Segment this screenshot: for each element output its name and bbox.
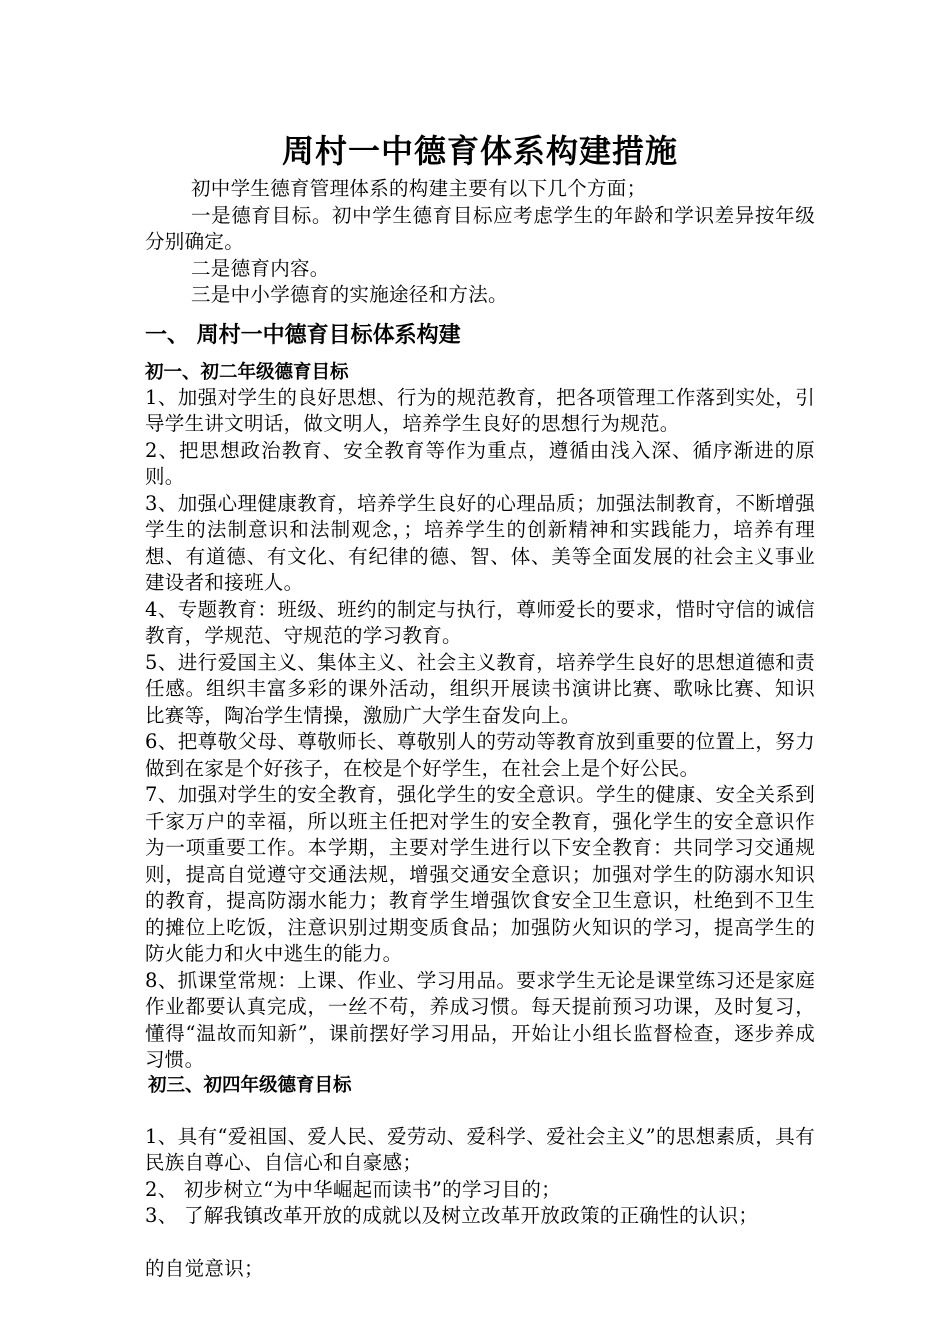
trailing-fragment: 的自觉意识； <box>145 1256 264 1280</box>
goal-item: 4、专题教育：班级、班约的制定与执行，尊师爱长的要求，惜时守信的诚信教育，学规范、守规范的学习教育。 <box>145 597 815 647</box>
goal-item: 3、加强心理健康教育，培养学生良好的心理品质；加强法制教育，不断增强学生的法制意识和法制观念，；培养学生的创新精神和实践能力，培养有理想、有道德、有文化、有纪律的德、智、体、美等全面发展的社会主义事业建设者和接班人。 <box>145 491 815 594</box>
grade12-heading: 初一、初二年级德育目标 <box>145 361 349 383</box>
grade34-heading: 初三、初四年级德育目标 <box>148 1074 352 1096</box>
goal-item: 1、加强对学生的良好思想、行为的规范教育，把各项管理工作落到实处，引导学生讲文明话，做文明人，培养学生良好的思想行为规范。 <box>145 385 815 435</box>
goal-item: 2、 初步树立“为中华崛起而读书”的学习目的； <box>145 1177 561 1201</box>
goal-item: 2、把思想政治教育、安全教育等作为重点，遵循由浅入深、循序渐进的原则。 <box>145 438 815 488</box>
goal-item: 7、加强对学生的安全教育，强化学生的安全意识。学生的健康、安全关系到千家万户的幸福，所以班主任把对学生的安全教育，强化学生的安全意识作为一项重要工作。本学期，主要对学生进行以下安全教育：共同学习交通规则，提高自觉遵守交通法规，增强交通安全意识；加强对学生的防溺水知识的教育，提高防溺水能力；教育学生增强饮食安全卫生意识，杜绝到不卫生的摊位上吃饭，注意识别过期变质食品；加强防火知识的学习，提高学生的防火能力和火中逃生的能力。 <box>145 783 815 965</box>
intro-paragraph: 三是中小学德育的实施途径和方法。 <box>191 283 508 306</box>
intro-paragraph: 二是德育内容。 <box>191 256 330 280</box>
document-body <box>145 128 815 1282</box>
blank-line <box>145 1098 815 1124</box>
document-title: 周村一中德育体系构建措施 <box>281 132 678 170</box>
intro-paragraph: 初中学生德育管理体系的构建主要有以下几个方面； <box>191 177 647 200</box>
section-heading: 一、 周村一中德育目标体系构建 <box>145 322 461 348</box>
goal-item: 8、抓课堂常规：上课、作业、学习用品。要求学生无论是课堂练习还是家庭作业都要认真完成，一丝不苟，养成习惯。每天提前预习功课，及时复习，懂得“温故而知新”，课前摆好学习用品，开始让小组长监督检查，逐步养成习惯。 <box>145 968 815 1071</box>
goal-item: 5、进行爱国主义、集体主义、社会主义教育，培养学生良好的思想道德和责任感。组织丰富多彩的课外活动，组织开展读书演讲比赛、歌咏比赛、知识比赛等，陶冶学生情操，激励广大学生奋发向上。 <box>145 650 815 727</box>
blank-line <box>145 1230 815 1256</box>
goal-item: 6、把尊敬父母、尊敬师长、尊敬别人的劳动等教育放到重要的位置上，努力做到在家是个好孩子，在校是个好学生，在社会上是个好公民。 <box>145 730 815 780</box>
goal-item: 1、具有“爱祖国、爱人民、爱劳动、爱科学、爱社会主义”的思想素质，具有民族自尊心、自信心和自豪感； <box>145 1124 815 1174</box>
intro-paragraph: 一是德育目标。初中学生德育目标应考虑学生的年龄和学识差异按年级分别确定。 <box>145 203 815 253</box>
goal-item: 3、 了解我镇改革开放的成就以及树立改革开放政策的正确性的认识； <box>145 1204 759 1227</box>
